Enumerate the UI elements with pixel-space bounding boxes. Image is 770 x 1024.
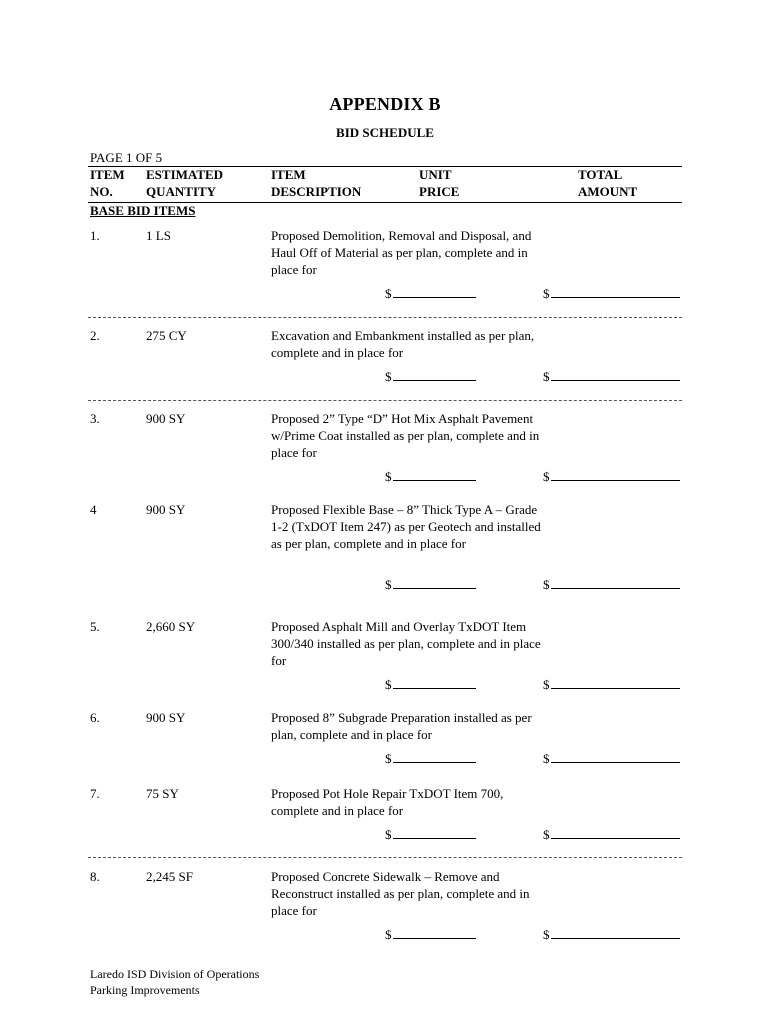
unit-price-field[interactable]: $ — [385, 825, 476, 843]
column-header-description: ITEM DESCRIPTION — [271, 167, 362, 199]
row-divider — [88, 400, 682, 401]
item-description: Proposed Flexible Base – 8” Thick Type A – Grade 1-2 (TxDOT Item 247) as per Geotech and installed as per plan, complete and in place for — [271, 502, 541, 551]
footer-organization: Laredo ISD Division of Operations — [90, 967, 260, 981]
column-header-total: TOTAL AMOUNT — [578, 167, 638, 199]
item-number: 7. — [90, 786, 100, 801]
unit-price-field[interactable]: $ — [385, 575, 476, 593]
item-quantity: 900 SY — [146, 502, 186, 517]
item-quantity: 1 LS — [146, 228, 171, 243]
total-amount-field[interactable]: $ — [543, 367, 680, 385]
row-divider — [88, 857, 682, 858]
item-number: 3. — [90, 411, 100, 426]
column-header-item-no: ITEM NO. — [90, 167, 125, 199]
item-number: 5. — [90, 619, 100, 634]
unit-price-field[interactable]: $ — [385, 749, 476, 767]
item-description: Proposed Asphalt Mill and Overlay TxDOT Item 300/340 installed as per plan, complete and in place for — [271, 619, 541, 668]
page-footer — [90, 966, 259, 998]
unit-price-field[interactable]: $ — [385, 467, 476, 485]
item-number: 1. — [90, 228, 100, 243]
total-amount-field[interactable]: $ — [543, 467, 680, 485]
unit-price-field[interactable]: $ — [385, 367, 476, 385]
item-description: Proposed 8” Subgrade Preparation installed as per plan, complete and in place for — [271, 710, 532, 742]
item-quantity: 900 SY — [146, 411, 186, 426]
item-quantity: 2,245 SF — [146, 869, 193, 884]
item-description: Proposed Demolition, Removal and Disposal, and Haul Off of Material as per plan, complete and in place for — [271, 228, 532, 277]
section-heading: BASE BID ITEMS — [90, 203, 196, 218]
page-subtitle: BID SCHEDULE — [336, 125, 434, 140]
item-number: 8. — [90, 869, 100, 884]
item-description: Excavation and Embankment installed as per plan, complete and in place for — [271, 328, 535, 360]
total-amount-field[interactable]: $ — [543, 825, 680, 843]
total-amount-field[interactable]: $ — [543, 284, 680, 302]
total-amount-field[interactable]: $ — [543, 675, 680, 693]
item-quantity: 2,660 SY — [146, 619, 196, 634]
item-number: 4 — [90, 502, 97, 517]
item-number: 6. — [90, 710, 100, 725]
unit-price-field[interactable]: $ — [385, 675, 476, 693]
footer-project: Parking Improvements — [90, 983, 200, 997]
page-title: APPENDIX B — [329, 94, 441, 114]
column-header-unit-price: UNIT PRICE — [419, 167, 460, 199]
item-quantity: 275 CY — [146, 328, 187, 343]
page-number: PAGE 1 OF 5 — [90, 150, 163, 165]
total-amount-field[interactable]: $ — [543, 925, 680, 943]
total-amount-field[interactable]: $ — [543, 749, 680, 767]
unit-price-field[interactable]: $ — [385, 284, 476, 302]
item-number: 2. — [90, 328, 100, 343]
item-quantity: 900 SY — [146, 710, 186, 725]
unit-price-field[interactable]: $ — [385, 925, 476, 943]
item-quantity: 75 SY — [146, 786, 179, 801]
item-description: Proposed Concrete Sidewalk – Remove and Reconstruct installed as per plan, complete and in place for — [271, 869, 530, 918]
row-divider — [88, 317, 682, 318]
item-description: Proposed 2” Type “D” Hot Mix Asphalt Pavement w/Prime Coat installed as per plan, complete and in place for — [271, 411, 540, 460]
item-description: Proposed Pot Hole Repair TxDOT Item 700, complete and in place for — [271, 786, 504, 818]
column-header-quantity: ESTIMATED QUANTITY — [146, 167, 224, 199]
total-amount-field[interactable]: $ — [543, 575, 680, 593]
